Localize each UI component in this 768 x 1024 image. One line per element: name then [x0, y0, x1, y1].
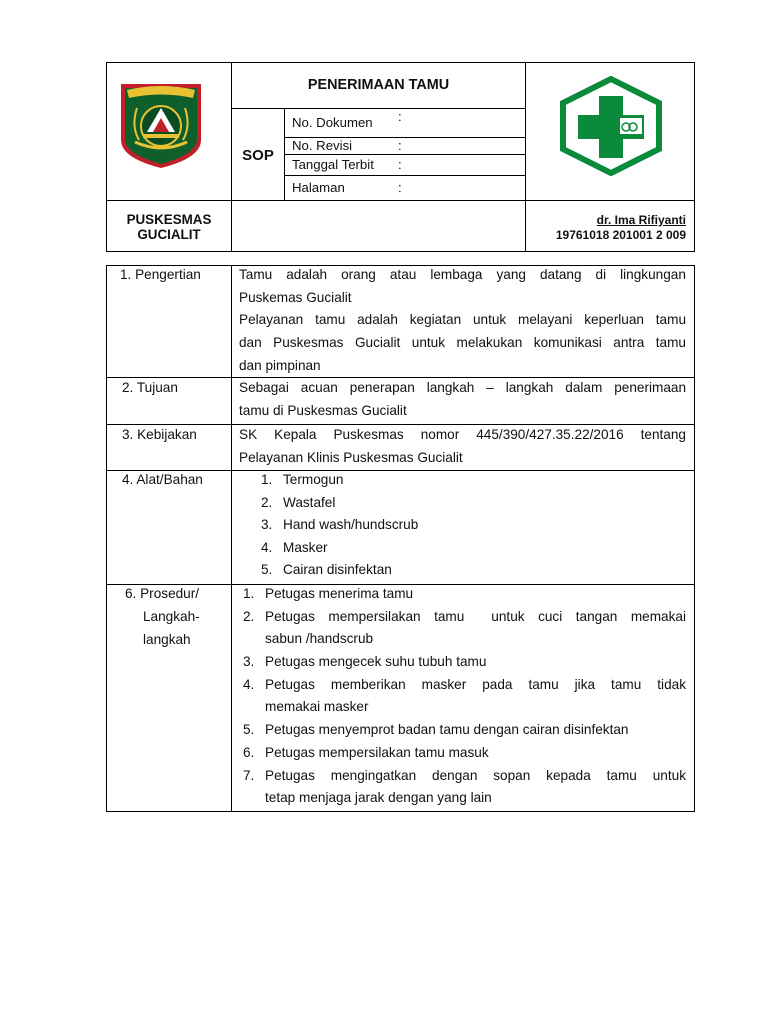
prosedur-step-text: Petugas menerima tamu — [265, 586, 414, 601]
pengertian-word: orang — [341, 267, 376, 282]
label-pengertian: 1. Pengertian — [120, 267, 201, 282]
pengertian-word: atau — [389, 267, 417, 282]
pengertian-line-3: Pelayanan tamu adalah kegiatan untuk melayani keperluan tamu — [239, 312, 686, 327]
alat-item-number: 2. — [261, 495, 273, 510]
sop-label: SOP — [242, 147, 274, 164]
tujuan-line-2: tamu di Puskesmas Gucialit — [239, 403, 407, 418]
alat-item-number: 4. — [261, 540, 273, 555]
label-prosedur-line-3: langkah — [143, 632, 191, 647]
prosedur-step-number: 5. — [243, 722, 255, 737]
pengertian-line-4: dan Puskesmas Gucialit untuk melakukan komunikasi antra tamu — [239, 335, 686, 350]
meta-label-no-dokumen: No. Dokumen — [292, 115, 373, 130]
alat-item-text: Hand wash/hundscrub — [283, 517, 419, 532]
label-tujuan: 2. Tujuan — [122, 380, 178, 395]
meta-label-no-revisi: No. Revisi — [292, 138, 353, 153]
institution-name-line1: PUSKESMAS — [126, 212, 212, 227]
prosedur-step-text: Petugas mempersilakan tamu masuk — [265, 745, 489, 760]
prosedur-step-number: 1. — [243, 586, 255, 601]
prosedur-step-text: Petugas mengecek suhu tubuh tamu — [265, 654, 487, 669]
signer-name: dr. Ima Rifiyanti — [596, 213, 686, 227]
puskesmas-logo — [558, 76, 664, 176]
prosedur-step-text: Petugas mempersilakan tamu untuk cuci tangan memakai — [265, 609, 686, 624]
pengertian-word: Tamu — [239, 267, 273, 282]
meta-value-halaman: : — [398, 180, 402, 195]
pengertian-word: datang — [539, 267, 582, 282]
regency-logo — [117, 78, 205, 170]
prosedur-step-number: 4. — [243, 677, 255, 692]
pengertian-word: adalah — [286, 267, 328, 282]
alat-item-text: Cairan disinfektan — [283, 562, 392, 577]
meta-label-tanggal-terbit: Tanggal Terbit — [292, 157, 374, 172]
tujuan-line-1: Sebagai acuan penerapan langkah – langkah dalam penerimaan — [239, 380, 686, 395]
institution-name-line2: GUCIALIT — [137, 227, 201, 242]
label-prosedur-line-1: 6. Prosedur/ — [125, 586, 200, 601]
prosedur-step-text-cont: tetap menjaga jarak dengan yang lain — [265, 790, 492, 805]
prosedur-step-text: Petugas mengingatkan dengan sopan kepada tamu untuk — [265, 768, 686, 783]
alat-item-number: 1. — [261, 472, 273, 487]
pengertian-word: di — [595, 267, 607, 282]
prosedur-step-text-cont: memakai masker — [265, 699, 369, 714]
alat-item-number: 5. — [261, 562, 273, 577]
prosedur-step-text: Petugas menyemprot badan tamu dengan cairan disinfektan — [265, 722, 629, 737]
pengertian-word: lembaga — [430, 267, 483, 282]
alat-item-number: 3. — [261, 517, 273, 532]
alat-item-text: Termogun — [283, 472, 344, 487]
signer-nip: 19761018 201001 2 009 — [555, 228, 686, 242]
pengertian-line-2: Puskemas Gucialit — [239, 290, 352, 305]
pengertian-line-5: dan pimpinan — [239, 358, 321, 373]
label-kebijakan: 3. Kebijakan — [122, 427, 197, 442]
pengertian-word: yang — [496, 267, 526, 282]
prosedur-step-number: 3. — [243, 654, 255, 669]
kebijakan-line-1: SK Kepala Puskesmas nomor 445/390/427.35.22/2016 tentang — [239, 427, 686, 442]
prosedur-step-number: 2. — [243, 609, 255, 624]
pengertian-word: lingkungan — [620, 267, 686, 282]
label-alat-bahan: 4. Alat/Bahan — [122, 472, 203, 487]
prosedur-step-number: 7. — [243, 768, 255, 783]
prosedur-step-number: 6. — [243, 745, 255, 760]
meta-value-tanggal-terbit: : — [398, 157, 402, 172]
prosedur-step-text-cont: sabun /handscrub — [265, 631, 374, 646]
label-prosedur-line-2: Langkah- — [143, 609, 200, 624]
meta-value-no-dokumen: : — [398, 109, 402, 124]
kebijakan-line-2: Pelayanan Klinis Puskesmas Gucialit — [239, 450, 463, 465]
document-title: PENERIMAAN TAMU — [307, 77, 450, 93]
meta-label-halaman: Halaman — [292, 180, 345, 195]
alat-item-text: Wastafel — [283, 495, 336, 510]
prosedur-step-text: Petugas memberikan masker pada tamu jika tamu tidak — [265, 677, 686, 692]
meta-value-no-revisi: : — [398, 138, 402, 153]
pengertian-line-1 — [239, 266, 686, 284]
alat-item-text: Masker — [283, 540, 328, 555]
